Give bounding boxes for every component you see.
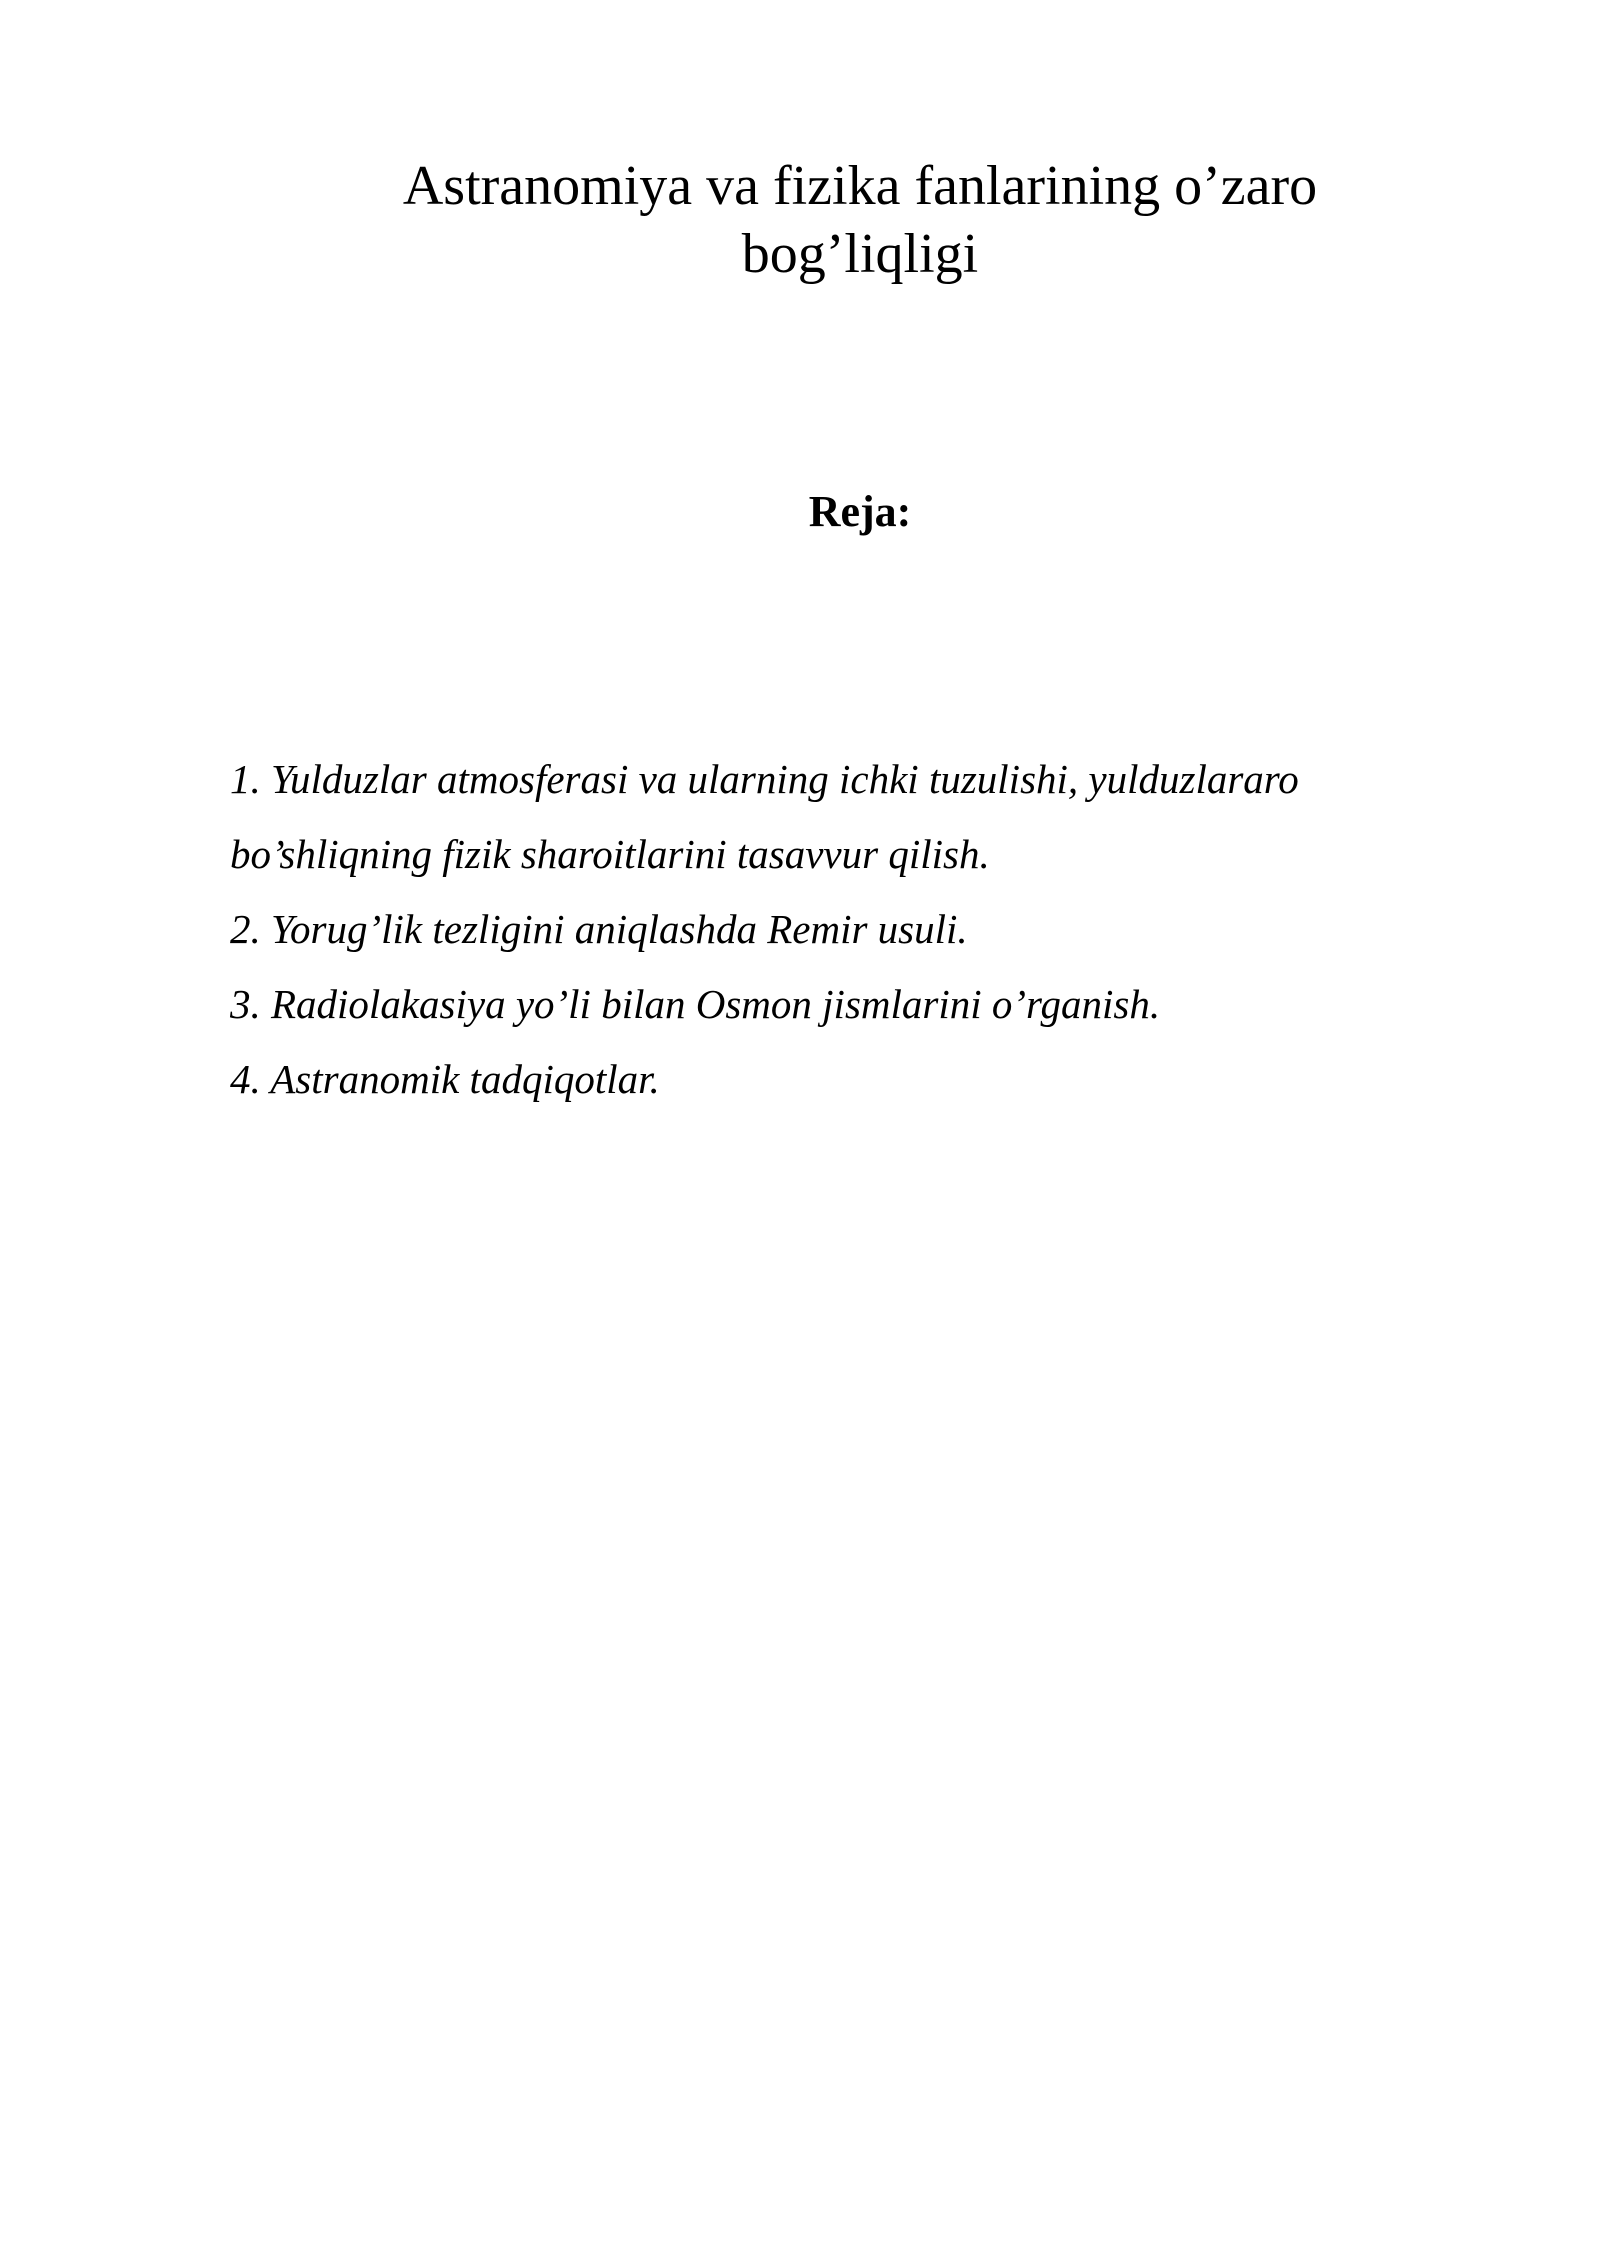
plan-item: bo’shliqning fizik sharoitlarini tasavvur qilish.	[230, 831, 990, 877]
plan-list	[230, 742, 1430, 1117]
document-title-line: bog’liqligi	[741, 223, 979, 285]
plan-item: 3. Radiolakasiya yo’li bilan Osmon jismlarini o’rganish.	[230, 981, 1161, 1027]
plan-item: 4. Astranomik tadqiqotlar.	[230, 1056, 660, 1102]
plan-heading: Reja:	[808, 487, 912, 536]
plan-item: 1. Yulduzlar atmosferasi va ularning ichki tuzulishi, yulduzlararo	[230, 756, 1299, 802]
document-title	[300, 152, 1420, 288]
plan-item: 2. Yorug’lik tezligini aniqlashda Remir usuli.	[230, 906, 968, 952]
document-title-line: Astranomiya va fizika fanlarining o’zaro	[402, 155, 1318, 217]
